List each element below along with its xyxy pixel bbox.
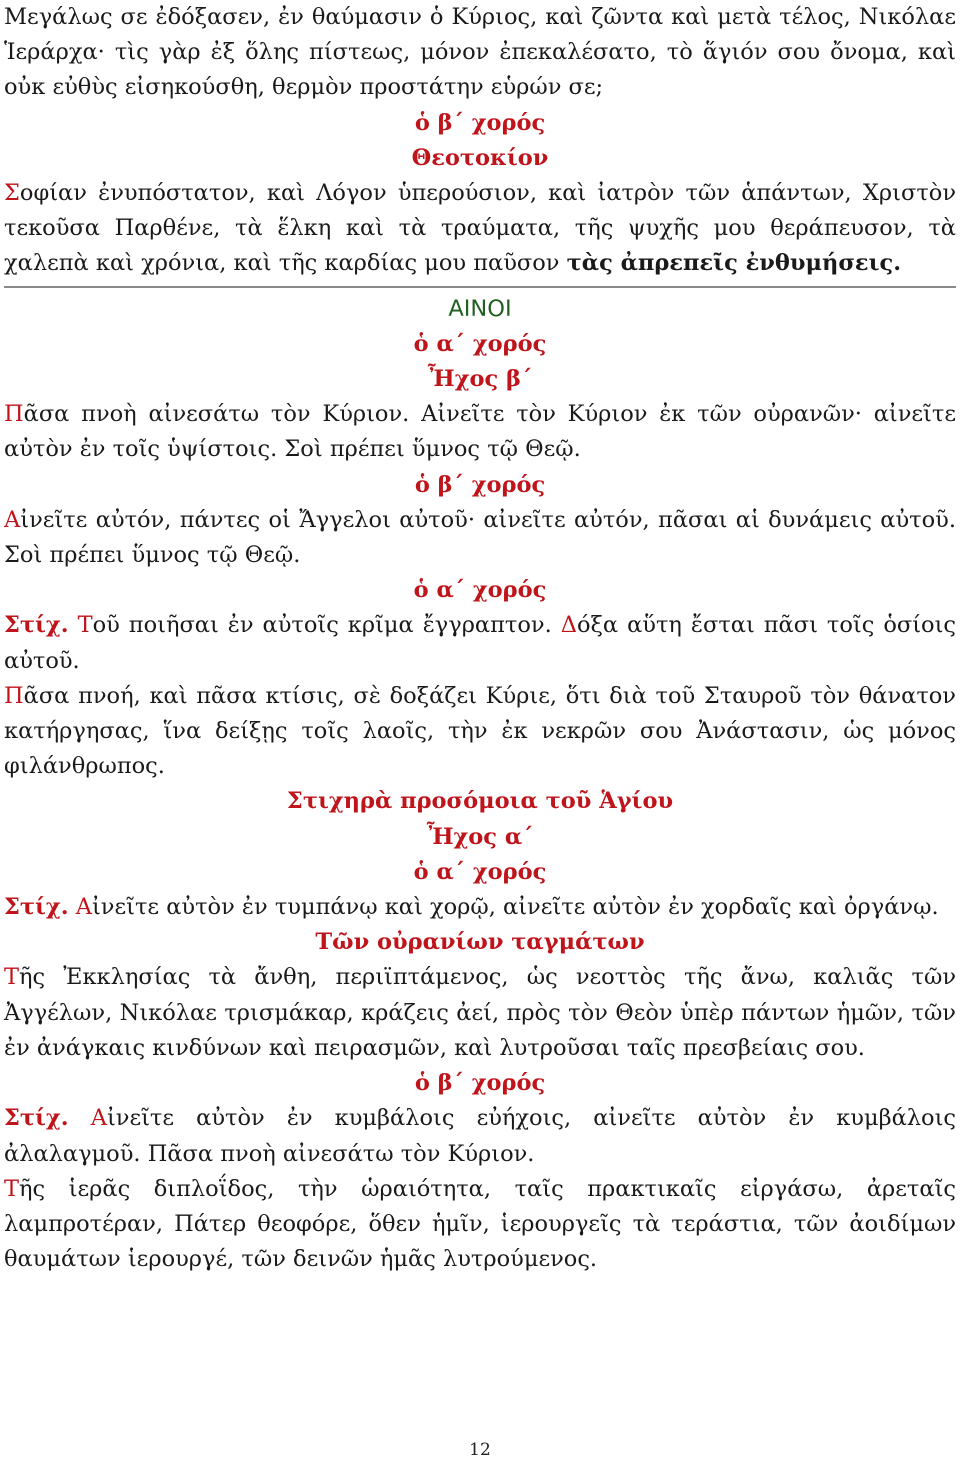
paragraph-text: ᾶσα πνοὴ αἰνεσάτω τὸν Κύριον. Αἰνεῖτε τὸν Κύριον ἐκ τῶν οὐρανῶν· αἰνεῖτε αὐτὸν ἐν τοῖς ὑψίστοις. Σοὶ πρέπει ὕμνος τῷ Θεῷ. [4,401,956,463]
choir-heading: ὁ α΄ χορός [413,330,547,357]
initial-letter: Α [75,894,92,921]
choir-heading: ὁ β΄ χορός [414,1070,546,1097]
choir-heading: ὁ β΄ χορός [414,109,546,136]
paragraph-text: ἰνεῖτε αὐτὸν ἐν κυμβάλοις εὐήχοις, αἰνεῖτε αὐτὸν ἐν κυμβάλοις ἀλαλαγμοῦ. Πᾶσα πνοὴ αἰνεσάτω τὸν Κύριον. [4,1105,957,1167]
paragraph-text: ῆς ἱερᾶς διπλοΐδος, τὴν ὡραιότητα, ταῖς πρακτικαῖς εἰργάσω, ἀρεταῖς λαμπροτέραν, Πάτερ θεοφόρε, ὅθεν ἡμῖν, ἱερουργεῖς τὰ τεράστια, τῶν ἀοιδίμων θαυμάτων ἱερουργέ, τῶν δεινῶν ἡμᾶς λυτρούμενος. [4,1175,956,1273]
paragraph [4,679,956,785]
verse-label: Στίχ. [4,894,69,921]
model-melody-heading: Τῶν οὐρανίων ταγμάτων [315,929,645,956]
initial-letter: Τ [77,612,93,639]
initial-letter: Τ [4,964,20,991]
choir-heading: ὁ α΄ χορός [413,577,547,604]
paragraph-text: όξα αὕτη ἔσται πᾶσι τοῖς ὁσίοις αὐτοῦ. [4,612,957,674]
paragraph [4,1101,956,1171]
paragraph [4,176,956,282]
choir-heading: ὁ α΄ χορός [413,858,547,885]
paragraph [4,503,956,573]
tone-heading: Ἦχος β΄ [427,366,533,393]
paragraph-text: ᾶσα πνοή, καὶ πᾶσα κτίσις, σὲ δοξάζει Κύριε, ὅτι διὰ τοῦ Σταυροῦ τὸν θάνατον κατήργησας, ἵνα δείξῃς τοῖς λαοῖς, τὴν ἐκ νεκρῶν σου Ἀνάστασιν, ὡς μόνος φιλάνθρωπος. [4,682,956,780]
paragraph-text: ἰνεῖτε αὐτόν, πάντες οἱ Ἄγγελοι αὐτοῦ· αἰνεῖτε αὐτόν, πᾶσαι αἱ δυνάμεις αὐτοῦ. Σοὶ πρέπει ὕμνος τῷ Θεῷ. [4,506,956,569]
paragraph [4,608,956,678]
paragraph-text: ῆς Ἐκκλησίας τὰ ἄνθη, περιϊπτάμενος, ὡς νεοττὸς τῆς ἄνω, καλιᾶς τῶν Ἀγγέλων, Νικόλαε τρισμάκαρ, κράζεις ἀεί, πρὸς τὸν Θεὸν ὑπὲρ πάντων ἡμῶν, τῶν ἐν ἀνάγκαις κινδύνων καὶ πειρασμῶν, καὶ λυτροῦσαι ταῖς πρεσβείαις σου. [4,964,956,1061]
divider [4,286,956,288]
initial-letter: Π [4,682,24,709]
page-number: 12 [469,1440,491,1460]
initial-letter: Σ [4,180,20,207]
initial-letter: Α [4,506,21,533]
paragraph-text: οφίαν ἐνυπόστατον, καὶ Λόγον ὑπερούσιον, καὶ ἰατρὸν τῶν ἁπάντων, Χριστὸν τεκοῦσα Παρθένε, τὰ ἕλκη καὶ τὰ τραύματα, τῆς ψυχῆς μου θεράπευσον, τὰ χαλεπὰ καὶ χρόνια, καὶ τῆς καρδίας μου παῦσον [4,180,956,277]
paragraph [4,1172,956,1278]
paragraph [4,0,956,106]
paragraph-text: ἰνεῖτε αὐτὸν ἐν τυμπάνῳ καὶ χορῷ, αἰνεῖτε αὐτὸν ἐν χορδαῖς καὶ ὀργάνῳ. [91,894,939,921]
initial-letter: Τ [4,1175,20,1202]
bold-phrase: τὰς ἀπρεπεῖς ἐνθυμήσεις. [566,250,902,277]
section-heading: ΑΙΝΟΙ [448,295,512,322]
initial-letter: Π [4,401,24,428]
paragraph [4,890,956,925]
initial-letter: Δ [560,612,577,639]
paragraph [4,397,956,467]
verse-label: Στίχ. [4,612,69,639]
paragraph [4,960,956,1066]
section-heading: Στιχηρὰ προσόμοια τοῦ Ἁγίου [286,788,674,815]
initial-letter: Α [90,1105,107,1132]
section-heading: Θεοτοκίον [411,144,549,171]
choir-heading: ὁ β΄ χορός [414,471,546,498]
paragraph-text: οῦ ποιῆσαι ἐν αὐτοῖς κρῖμα ἔγγραπτον. [92,612,552,639]
verse-label: Στίχ. [4,1105,69,1132]
tone-heading: Ἦχος α΄ [426,823,534,850]
paragraph-text: Μεγάλως σε ἐδόξασεν, ἐν θαύμασιν ὁ Κύριος, καὶ ζῶντα καὶ μετὰ τέλος, Νικόλαε Ἱεράρχα· τὶς γὰρ ἐξ ὅλης πίστεως, μόνον ἐπεκαλέσατο, τὸ ἅγιόν σου ὄνομα, καὶ οὐκ εὐθὺς εἰσηκούσθη, θερμὸν προστάτην εὑρών σε; [4,4,956,101]
